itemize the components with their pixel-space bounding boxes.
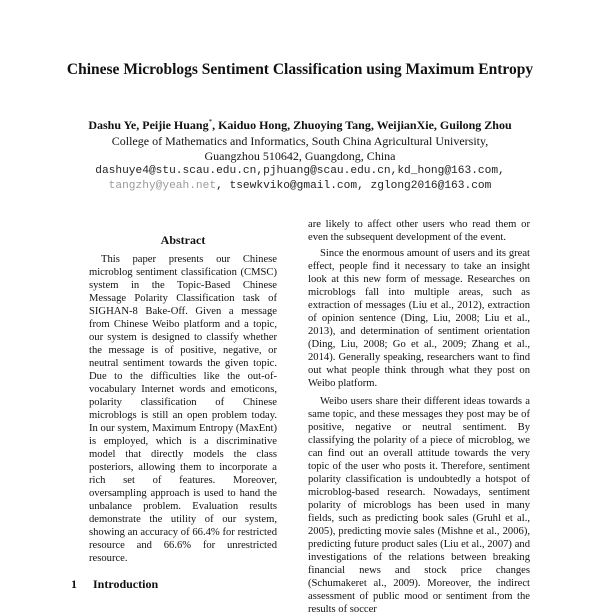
affiliation-line-1: College of Mathematics and Informatics, South China Agricultural University,	[111, 134, 489, 148]
abstract-heading: Abstract	[160, 233, 206, 247]
right-paragraph-1: are likely to affect other users who read them or even the subsequent development of the event.	[308, 219, 530, 243]
section-number: 1	[71, 577, 77, 591]
authors-part1: Dashu Ye, Peijie Huang	[88, 118, 209, 132]
authors-part2: , Kaiduo Hong, Zhuoying Tang, WeijianXie, Guilong Zhou	[212, 118, 512, 132]
author-list	[0, 118, 600, 133]
right-paragraph-2: Since the enormous amount of users and its great effect, people find it necessary to take an insight look at this new form of message. Researches on microblogs fall into multiple areas, such as extraction of messages (Liu et al., 2012), extraction of opinion sentence (Ding, Liu, 2008; Liu et al., 2013), and determination of sentiment orientation (Ding, Liu, 2008; Go et al., 2009; Zhang et al., 2014). Generally speaking, researchers want to find out what people think through what they post on Weibo platform.	[308, 248, 530, 389]
affiliation-line-2: Guangzhou 510642, Guangdong, China	[204, 149, 396, 163]
abstract-body	[89, 253, 277, 565]
section-heading-introduction	[71, 577, 158, 592]
email-line-1: dashuye4@stu.scau.edu.cn,pjhuang@scau.edu.cn,kd_hong@163.com,	[95, 165, 505, 177]
section-title: Introduction	[93, 577, 159, 591]
right-paragraph-3: Weibo users share their different ideas towards a same topic, and these messages they post may be of positive, negative or neutral sentiment. By classifying the polarity of a piece of microblog, we can find out an overall attitude towards the very topic of the user who posts it. Therefore, sentiment polarity classification is undoubtedly a hotspot of microblog-based research. Nowadays, sentiment polarity of microblogs has been used in many fields, such as predicting book sales (Gruhl et al., 2005), predicting movie sales (Mishne et al., 2006), predicting future product sales (Liu et al., 2007) and investigations of the relations between breaking financial news and stock price changes (Schumakeret al., 2009). Moreover, the indirect assessment of public mood or sentiment from the results of soccer	[308, 396, 530, 615]
corresponding-author-mark: *	[208, 118, 213, 126]
email-line-2-rest: , tsewkviko@gmail.com, zglong2016@163.com	[216, 180, 492, 192]
paper-title: Chinese Microblogs Sentiment Classification using Maximum Entropy	[66, 61, 534, 78]
abstract-paragraph: This paper presents our Chinese microblog sentiment classification (CMSC) system in the Topic-Based Chinese Message Polarity Classification task of SIGHAN-8 Bake-Off. Given a message from Chinese Weibo platform and a topic, our system is designed to classify whether the message is of positive, negative, or neutral sentiment towards the given topic. Due to the difficulties like the out-of-vocabulary Internet words and emoticons, polarity classification of Chinese microblogs is still an open problem today. In our system, Maximum Entropy (MaxEnt) is employed, which is a discriminative model that directly models the class posteriors, allowing them to incorporate a rich set of features. Moreover, oversampling approach is used to hand the unbalance problem. Evaluation results demonstrate the utility of our system, showing an accuracy of 66.4% for restricted resource and 66.6% for unrestricted resource.	[89, 254, 277, 564]
email-link[interactable]: tangzhy@yeah.net	[108, 180, 217, 192]
right-column	[308, 218, 530, 616]
email-line-2	[0, 180, 600, 192]
